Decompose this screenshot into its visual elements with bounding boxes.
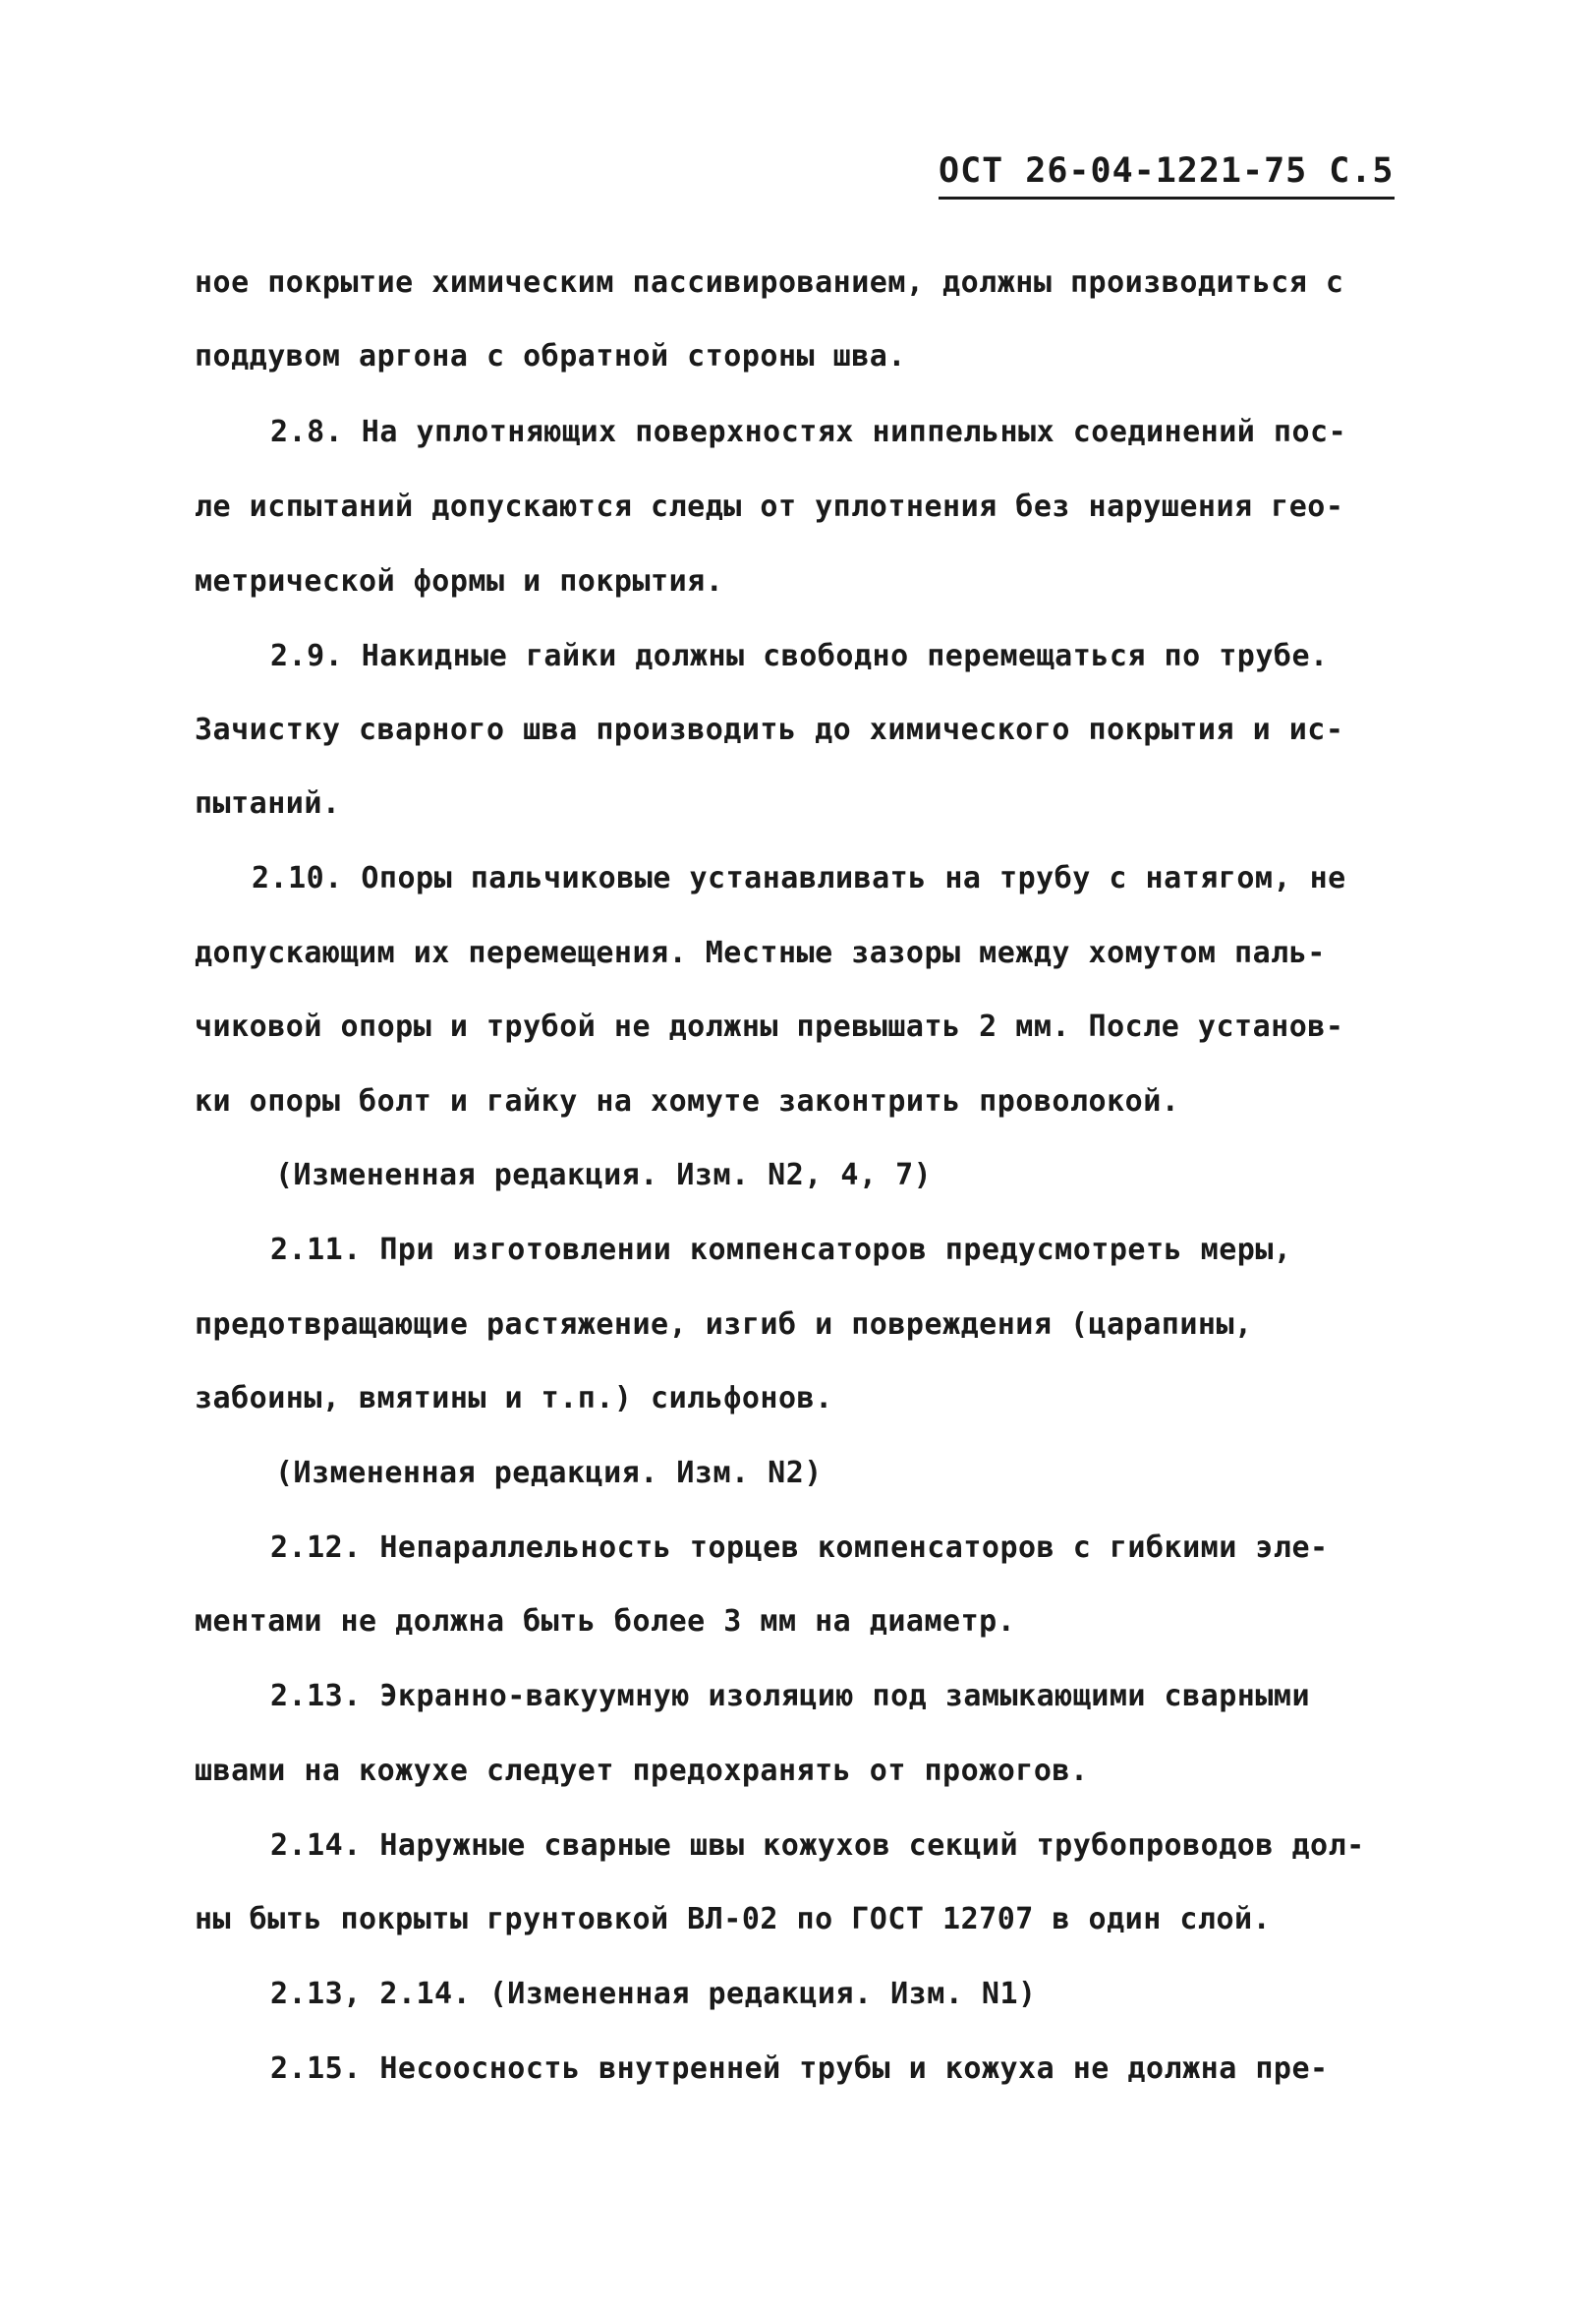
text-line: предотвращающие растяжение, изгиб и повреждения (царапины, bbox=[195, 1307, 1253, 1342]
document-code-header: ОСТ 26-04-1221-75 С.5 bbox=[939, 151, 1395, 200]
text-line: ле испытаний допускаются следы от уплотнения без нарушения гео- bbox=[195, 490, 1344, 524]
clause-2-12-line: 2.12. Непараллельность торцев компенсаторов с гибкими эле- bbox=[270, 1530, 1329, 1565]
clause-2-10-line: 2.10. Опоры пальчиковые устанавливать на трубу с натягом, не bbox=[252, 861, 1346, 895]
clause-2-8-line: 2.8. На уплотняющих поверхностях ниппельных соединений пос- bbox=[270, 415, 1347, 449]
text-line: ментами не должна быть более 3 мм на диаметр. bbox=[195, 1604, 1016, 1639]
amendment-note: (Измененная редакция. Изм. N2) bbox=[275, 1456, 823, 1490]
clause-2-15-line: 2.15. Несоосность внутренней трубы и кожуха не должна пре- bbox=[270, 2051, 1329, 2086]
text-line: ны быть покрыты грунтовкой ВЛ-02 по ГОСТ 12707 в один слой. bbox=[195, 1902, 1272, 1936]
amendment-note: (Измененная редакция. Изм. N2, 4, 7) bbox=[275, 1158, 933, 1192]
text-line: допускающим их перемещения. Местные зазоры между хомутом паль- bbox=[195, 936, 1326, 970]
text-line: метрической формы и покрытия. bbox=[195, 564, 724, 599]
text-line: ки опоры болт и гайку на хомуте законтрить проволокой. bbox=[195, 1084, 1180, 1119]
text-line: поддувом аргона с обратной стороны шва. bbox=[195, 339, 906, 374]
text-line: пытаний. bbox=[195, 786, 341, 821]
amendment-note: 2.13, 2.14. (Измененная редакция. Изм. N1) bbox=[270, 1977, 1037, 2011]
clause-2-9-line: 2.9. Накидные гайки должны свободно перемещаться по трубе. bbox=[270, 639, 1329, 673]
text-line: забоины, вмятины и т.п.) сильфонов. bbox=[195, 1381, 833, 1415]
text-line: ное покрытие химическим пассивированием, должны производиться с bbox=[195, 265, 1344, 300]
text-line: Зачистку сварного шва производить до химического покрытия и ис- bbox=[195, 713, 1344, 747]
text-line: швами на кожухе следует предохранять от прожогов. bbox=[195, 1754, 1089, 1788]
clause-2-13-line: 2.13. Экранно-вакуумную изоляцию под замыкающими сварными bbox=[270, 1679, 1311, 1713]
text-line: чиковой опоры и трубой не должны превышать 2 мм. После установ- bbox=[195, 1010, 1344, 1044]
clause-2-11-line: 2.11. При изготовлении компенсаторов предусмотреть меры, bbox=[270, 1233, 1292, 1267]
clause-2-14-line: 2.14. Наружные сварные швы кожухов секций трубопроводов дол- bbox=[270, 1828, 1365, 1863]
